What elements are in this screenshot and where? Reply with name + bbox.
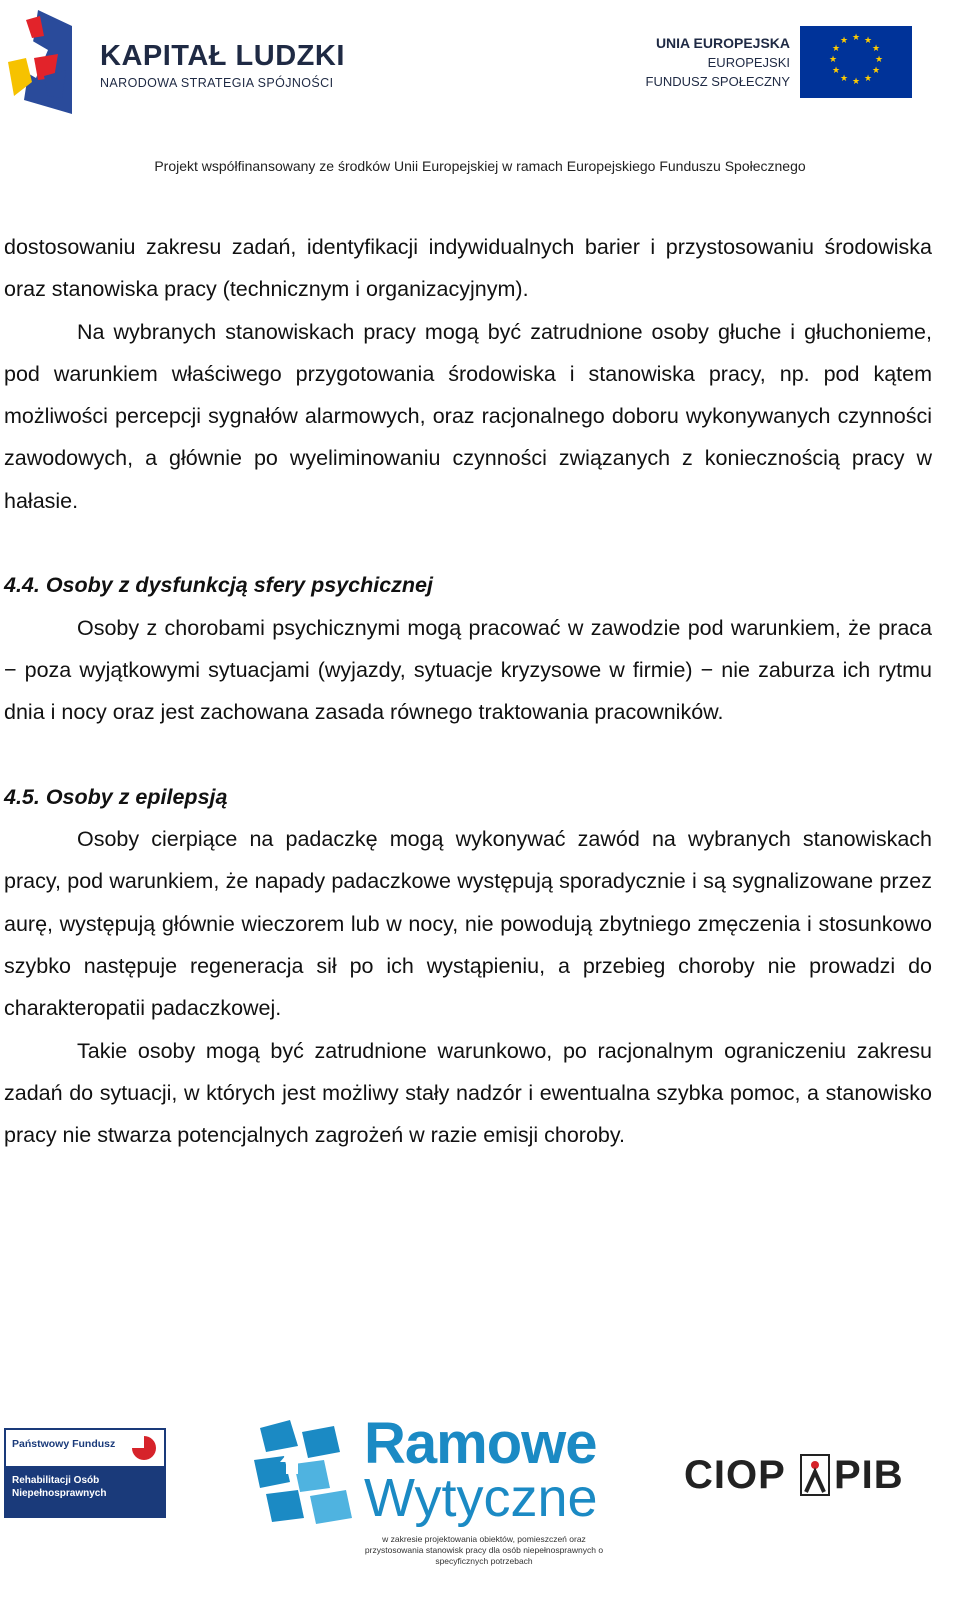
svg-text:★: ★ bbox=[851, 77, 861, 87]
paragraph-epilepsy: Osoby cierpiące na padaczkę mogą wykonywać zawód na wybranych stanowiskach pracy, pod warunkiem, że napady padaczkowe występują sporadycznie i są sygnalizowane przez aurę, występują głównie wieczorem lub w nocy, nie powodują zbytniego zmęczenia i stosunkowo szybko następuje regeneracja sił po ich wystąpieniu, a przebieg choroby nie prowadzi do charakteropatii padaczkowej. bbox=[4, 827, 932, 1021]
pfron-name-line-2: Rehabilitacji Osób Niepełnosprawnych bbox=[12, 1475, 107, 1499]
kapital-ludzki-logo-icon bbox=[4, 6, 74, 118]
svg-text:★: ★ bbox=[839, 74, 849, 84]
svg-text:★: ★ bbox=[871, 44, 881, 54]
section-heading-4-4: 4.4. Osoby z dysfunkcją sfery psychicznej bbox=[4, 573, 433, 598]
eu-flag-icon bbox=[800, 26, 912, 98]
page-header bbox=[0, 0, 960, 200]
svg-text:★: ★ bbox=[874, 55, 884, 65]
pib-text: PIB bbox=[834, 1453, 904, 1497]
svg-text:★: ★ bbox=[831, 66, 841, 76]
pfron-logo bbox=[4, 1428, 166, 1518]
ciop-text: CIOP bbox=[684, 1453, 786, 1497]
brand-title: KAPITAŁ LUDZKI bbox=[100, 40, 345, 72]
paragraph-continuation: dostosowaniu zakresu zadań, identyfikacji indywidualnych barier i przystosowaniu środowiska oraz stanowiska pracy (technicznym i organizacyjnym). bbox=[4, 235, 932, 302]
svg-text:★: ★ bbox=[851, 33, 861, 43]
document-body bbox=[4, 226, 932, 1157]
svg-text:★: ★ bbox=[839, 36, 849, 46]
eu-line-1: UNIA EUROPEJSKA bbox=[655, 35, 790, 51]
ramowe-wytyczne-logo-icon bbox=[250, 1418, 356, 1526]
eu-line-3: FUNDUSZ SPOŁECZNY bbox=[645, 74, 790, 89]
pfron-name-line-1: Państwowy Fundusz bbox=[12, 1438, 116, 1450]
page-footer bbox=[0, 1410, 960, 1609]
ciop-emblem-icon bbox=[800, 1454, 830, 1496]
eu-line-2: EUROPEJSKI bbox=[707, 55, 790, 70]
spacer bbox=[4, 522, 932, 564]
pfron-emblem-icon bbox=[130, 1434, 158, 1462]
brand-subtitle: NARODOWA STRATEGIA SPÓJNOŚCI bbox=[100, 76, 334, 90]
spacer bbox=[4, 734, 932, 776]
section-heading-4-5: 4.5. Osoby z epilepsją bbox=[4, 784, 228, 809]
svg-text:★: ★ bbox=[863, 74, 873, 84]
paragraph-deaf-workers: Na wybranych stanowiskach pracy mogą być zatrudnione osoby głuche i głuchonieme, pod warunkiem właściwego przygotowania środowiska i stanowiska pracy, np. pod kątem możliwości percepcji sygnałów alarmowych, oraz racjonalnego doboru wykonywanych czynności zawodowych, a głównie po wyeliminowaniu czynności związanych z koniecznością pracy w hałasie. bbox=[4, 319, 932, 513]
svg-text:★: ★ bbox=[863, 36, 873, 46]
svg-text:★: ★ bbox=[871, 66, 881, 76]
ciop-pib-logo bbox=[684, 1452, 934, 1498]
paragraph-mental-health: Osoby z chorobami psychicznymi mogą pracować w zawodzie pod warunkiem, że praca − poza wyjątkowymi sytuacjami (wyjazdy, sytuacje kryzysowe w firmie) − nie zaburza ich rytmu dnia i nocy oraz jest zachowana zasada równego traktowania pracowników. bbox=[4, 615, 932, 725]
eu-label bbox=[560, 34, 790, 91]
svg-text:★: ★ bbox=[828, 55, 838, 65]
ramowe-subtitle: w zakresie projektowania obiektów, pomieszczeń oraz przystosowania stanowisk pracy dla osób niepełnosprawnych o specyficznych potrzebach bbox=[364, 1534, 604, 1566]
ramowe-title: Ramowe bbox=[364, 1411, 597, 1476]
svg-text:★: ★ bbox=[831, 44, 841, 54]
wytyczne-title: Wytyczne bbox=[364, 1468, 598, 1528]
paragraph-epilepsy-conditions: Takie osoby mogą być zatrudnione warunkowo, po racjonalnym ograniczeniu zakresu zadań do sytuacji, w których jest możliwy stały nadzór i ewentualna szybka pomoc, a stanowisko pracy nie stwarza potencjalnych zagrożeń w razie emisji choroby. bbox=[4, 1038, 932, 1148]
cofinancing-note: Projekt współfinansowany ze środków Unii Europejskiej w ramach Europejskiego Funduszu Społecznego bbox=[154, 158, 806, 174]
